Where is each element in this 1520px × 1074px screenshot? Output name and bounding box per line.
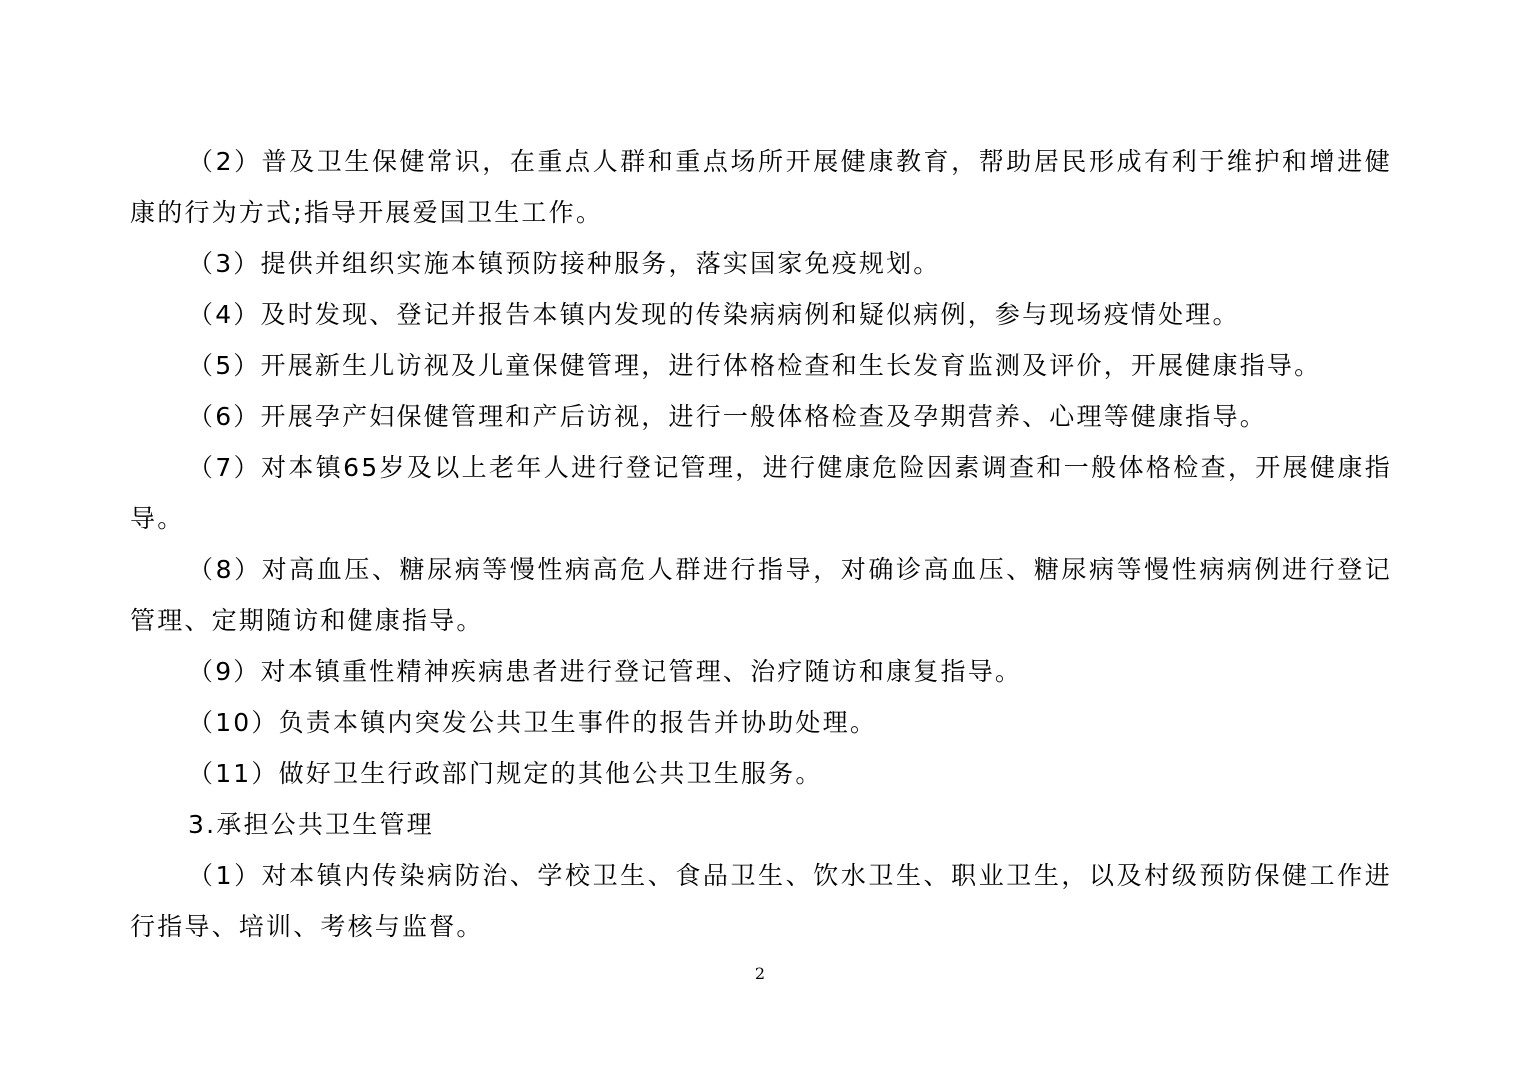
paragraph-item-1: （1）对本镇内传染病防治、学校卫生、食品卫生、饮水卫生、职业卫生，以及村级预防保健工作进行指导、培训、考核与监督。 xyxy=(130,861,1392,941)
section-heading: 3.承担公共卫生管理 xyxy=(188,810,434,839)
paragraph-item-11: （11）做好卫生行政部门规定的其他公共卫生服务。 xyxy=(188,759,823,788)
paragraph-item-8: （8）对高血压、糖尿病等慢性病高危人群进行指导，对确诊高血压、糖尿病等慢性病病例进行登记管理、定期随访和健康指导。 xyxy=(130,555,1392,635)
paragraph-item-7: （7）对本镇65岁及以上老年人进行登记管理，进行健康危险因素调查和一般体格检查，开展健康指导。 xyxy=(130,453,1392,533)
paragraph-item-3: （3）提供并组织实施本镇预防接种服务，落实国家免疫规划。 xyxy=(188,249,941,278)
paragraph-item-6: （6）开展孕产妇保健管理和产后访视，进行一般体格检查及孕期营养、心理等健康指导。 xyxy=(188,402,1267,431)
page-number: 2 xyxy=(754,964,766,983)
paragraph-item-9: （9）对本镇重性精神疾病患者进行登记管理、治疗随访和康复指导。 xyxy=(188,657,1023,686)
paragraph-item-4: （4）及时发现、登记并报告本镇内发现的传染病病例和疑似病例，参与现场疫情处理。 xyxy=(188,300,1240,329)
paragraph-item-2: （2）普及卫生保健常识，在重点人群和重点场所开展健康教育，帮助居民形成有利于维护和增进健康的行为方式;指导开展爱国卫生工作。 xyxy=(130,147,1392,227)
paragraph-item-5: （5）开展新生儿访视及儿童保健管理，进行体格检查和生长发育监测及评价，开展健康指导。 xyxy=(188,351,1322,380)
document-body xyxy=(130,136,1392,952)
paragraph-item-10: （10）负责本镇内突发公共卫生事件的报告并协助处理。 xyxy=(188,708,878,737)
